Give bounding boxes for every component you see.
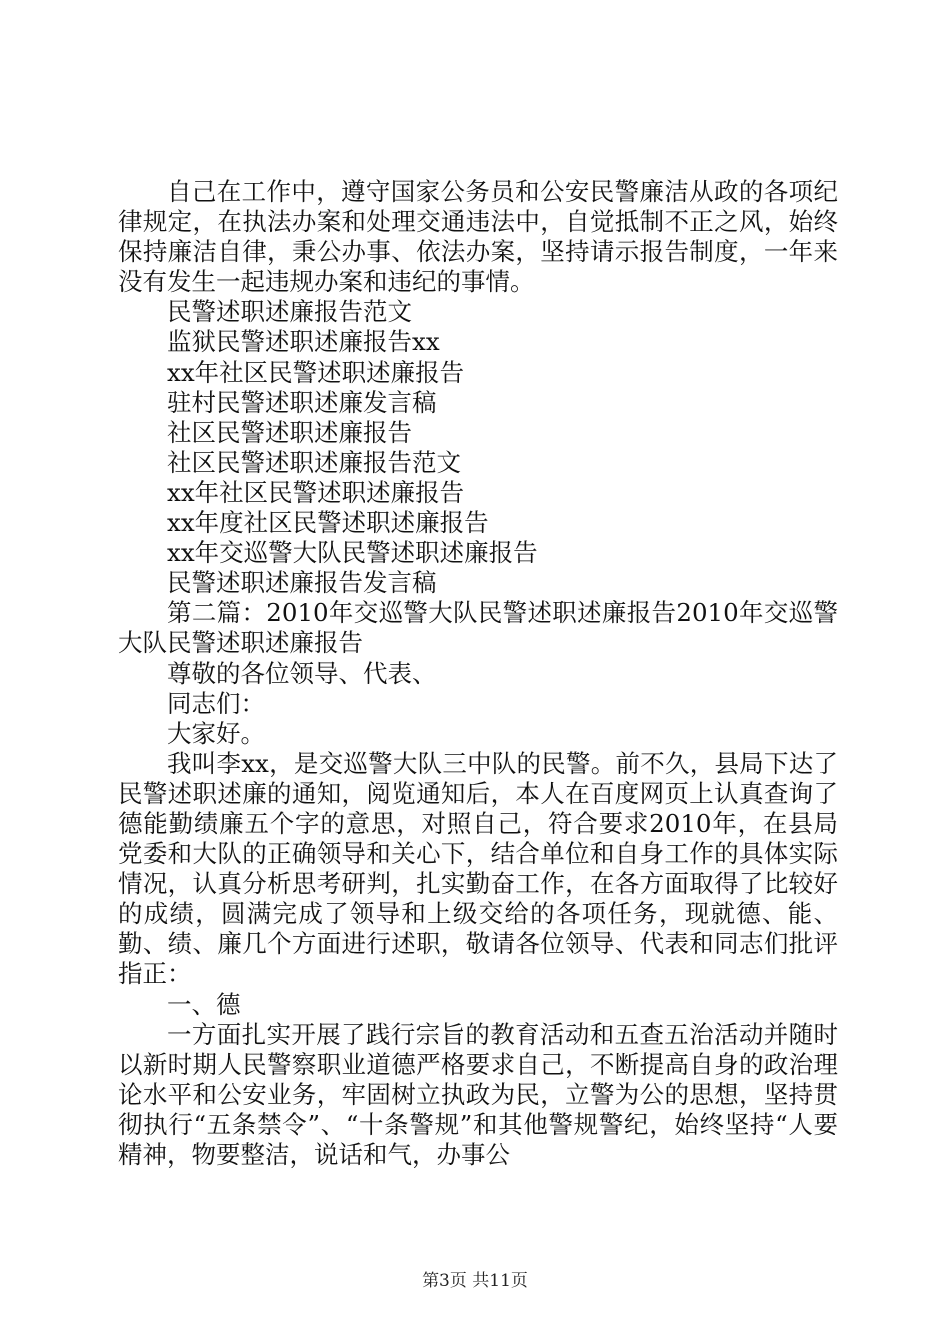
list-item-title: 驻村民警述职述廉发言稿: [167, 387, 437, 417]
page-number-footer: 第3页 共11页: [422, 1271, 528, 1291]
body-paragraph: 我叫李xx，是交巡警大队三中队的民警。前不久，县局下达了民警述职述廉的通知，阅览通知后，本人在百度网页上认真查询了德能勤绩廉五个字的意思，对照自己，符合要求2010年，在县局党委和大队的正确领导和关心下，结合单位和自身工作的具体实际情况，认真分析思考研判，扎实勤奋工作，在各方面取得了比较好的成绩，圆满完成了领导和上级交给的各项任务，现就德、能、勤、绩、廉几个方面进行述职，敬请各位领导、代表和同志们批评指正：: [118, 748, 838, 989]
list-item-title: 监狱民警述职述廉报告xx: [167, 327, 440, 357]
salutation-line: 同志们：: [167, 688, 265, 718]
salutation-line: 尊敬的各位领导、代表、: [167, 658, 437, 688]
list-item-title: xx年交巡警大队民警述职述廉报告: [167, 538, 538, 568]
section-heading: 第二篇：2010年交巡警大队民警述职述廉报告2010年交巡警大队民警述职述廉报告: [118, 598, 838, 658]
document-body: [118, 177, 838, 1170]
list-item-title: xx年社区民警述职述廉报告: [167, 477, 465, 507]
body-paragraph: 一方面扎实开展了践行宗旨的教育活动和五查五治活动并随时以新时期人民警察职业道德严格要求自己，不断提高自身的政治理论水平和公安业务，牢固树立执政为民，立警为公的思想，坚持贯彻执行“五条禁令”、“十条警规”和其他警规警纪，始终坚持“人要精神，物要整洁，说话和气，办事公: [118, 1019, 838, 1169]
list-item-title: 民警述职述廉报告范文: [167, 297, 412, 327]
list-item-title: xx年社区民警述职述廉报告: [167, 357, 465, 387]
list-item-title: 民警述职述廉报告发言稿: [167, 568, 437, 598]
list-item-title: 社区民警述职述廉报告: [167, 417, 412, 447]
list-item-title: xx年度社区民警述职述廉报告: [167, 508, 489, 538]
body-paragraph-intro: 自己在工作中，遵守国家公务员和公安民警廉洁从政的各项纪律规定，在执法办案和处理交通违法中，自觉抵制不正之风，始终保持廉洁自律，秉公办事、依法办案，坚持请示报告制度，一年来没有发生一起违规办案和违纪的事情。: [118, 177, 838, 297]
greeting-line: 大家好。: [167, 718, 265, 748]
list-item-title: 社区民警述职述廉报告范文: [167, 447, 461, 477]
subsection-heading: 一、德: [167, 989, 241, 1019]
